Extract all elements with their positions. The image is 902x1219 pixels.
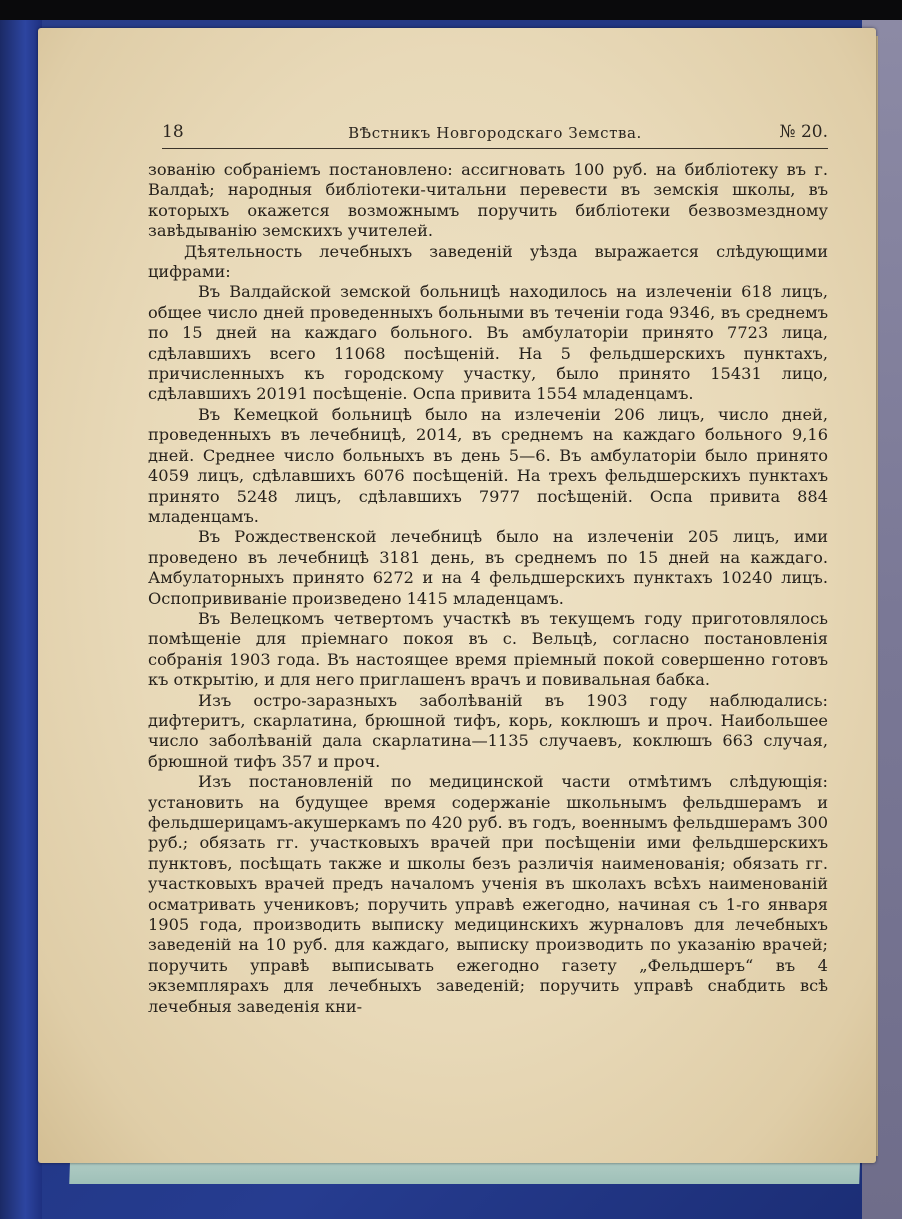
- paragraph: Въ Валдайской земской больницѣ находилось на излеченіи 618 лицъ, общее число дней проведенныхъ больными въ теченіи года 9346, въ среднемъ по 15 дней на каждаго больного. Въ амбулаторіи принято 7723 лица, сдѣлавшихъ всего 11068 посѣщеній. На 5 фельдшерскихъ пунктахъ, причисленныхъ къ городскому участку, было принято 15431 лицо, сдѣлавшихъ 20191 посѣщеніе. Оспа привита 1554 младенцамъ.: [148, 282, 828, 404]
- paragraph: Въ Кемецкой больницѣ было на излеченіи 206 лицъ, число дней, проведенныхъ въ лечебницѣ, 2014, въ среднемъ на каждаго больного 9,16 дней. Среднее число больныхъ въ день 5—6. Въ амбулаторіи было принято 4059 лицъ, сдѣлавшихъ 6076 посѣщеній. На трехъ фельдшерскихъ пунктахъ принято 5248 лицъ, сдѣлавшихъ 7977 посѣщеній. Оспа привита 884 младенцамъ.: [148, 404, 828, 526]
- body-text: [148, 160, 828, 1017]
- header-rule: [162, 148, 828, 149]
- journal-title: ВѢстникъ Новгородскаго Земства.: [348, 124, 642, 142]
- paragraph: зованію собраніемъ постановлено: ассигновать 100 руб. на библіотеку въ г. Валдаѣ; народныя библіотеки-читальни перевести въ земскія школы, въ которыхъ окажется возможнымъ поручить библіотеки безвозмездному завѣдыванію земскихъ учителей.: [148, 160, 828, 241]
- page-number: 18: [162, 122, 184, 142]
- paragraph: Въ Рождественской лечебницѣ было на излеченіи 205 лицъ, ими проведено въ лечебницѣ 3181 день, въ среднемъ по 15 дней на каждаго. Амбулаторныхъ принято 6272 и на 4 фельдшерскихъ пунктахъ 10240 лицъ. Оспопрививаніе произведено 1415 младенцамъ.: [148, 527, 828, 608]
- paragraph: Изъ постановленій по медицинской части отмѣтимъ слѣдующія: установить на будущее время содержаніе школьнымъ фельдшерамъ и фельдшерицамъ-акушеркамъ по 420 руб. въ годъ, военнымъ фельдшерамъ 300 руб.; обязать гг. участковыхъ врачей при посѣщеніи ими фельдшерскихъ пунктовъ, посѣщать также и школы безъ различія наименованія; обязать гг. участковыхъ врачей предъ началомъ ученія въ школахъ всѣхъ наименованій осматривать учениковъ; поручить управѣ ежегодно, начиная съ 1-го января 1905 года, производить выписку медицинскихъ журналовъ для лечебныхъ заведеній на 10 руб. для каждаго, выписку производить по указанію врачей; поручить управѣ выписывать ежегодно газету „Фельдшеръ“ въ 4 экземплярахъ для лечебныхъ заведеній; поручить управѣ снабдить всѣ лечебныя заведенія кни-: [148, 772, 828, 1016]
- paragraph: Въ Велецкомъ четвертомъ участкѣ въ текущемъ году приготовлялось помѣщеніе для пріемнаго покоя въ с. Вельцѣ, согласно постановленія собранія 1903 года. Въ настоящее время пріемный покой совершенно готовъ къ открытію, и для него приглашенъ врачъ и повивальная бабка.: [148, 608, 828, 690]
- book-spine: [0, 20, 42, 1219]
- paragraph: Изъ остро-заразныхъ заболѣваній въ 1903 году наблюдались: дифтеритъ, скарлатина, брюшной тифъ, корь, коклюшъ и проч. Наибольшее число заболѣваній дала скарлатина—1135 случаевъ, коклюшъ 663 случая, брюшной тифъ 357 и проч.: [148, 690, 828, 771]
- paragraph: Дѣятельность лечебныхъ заведеній уѣзда выражается слѣдующими цифрами:: [148, 241, 828, 282]
- issue-number: № 20.: [779, 122, 828, 142]
- page-header: [162, 120, 828, 150]
